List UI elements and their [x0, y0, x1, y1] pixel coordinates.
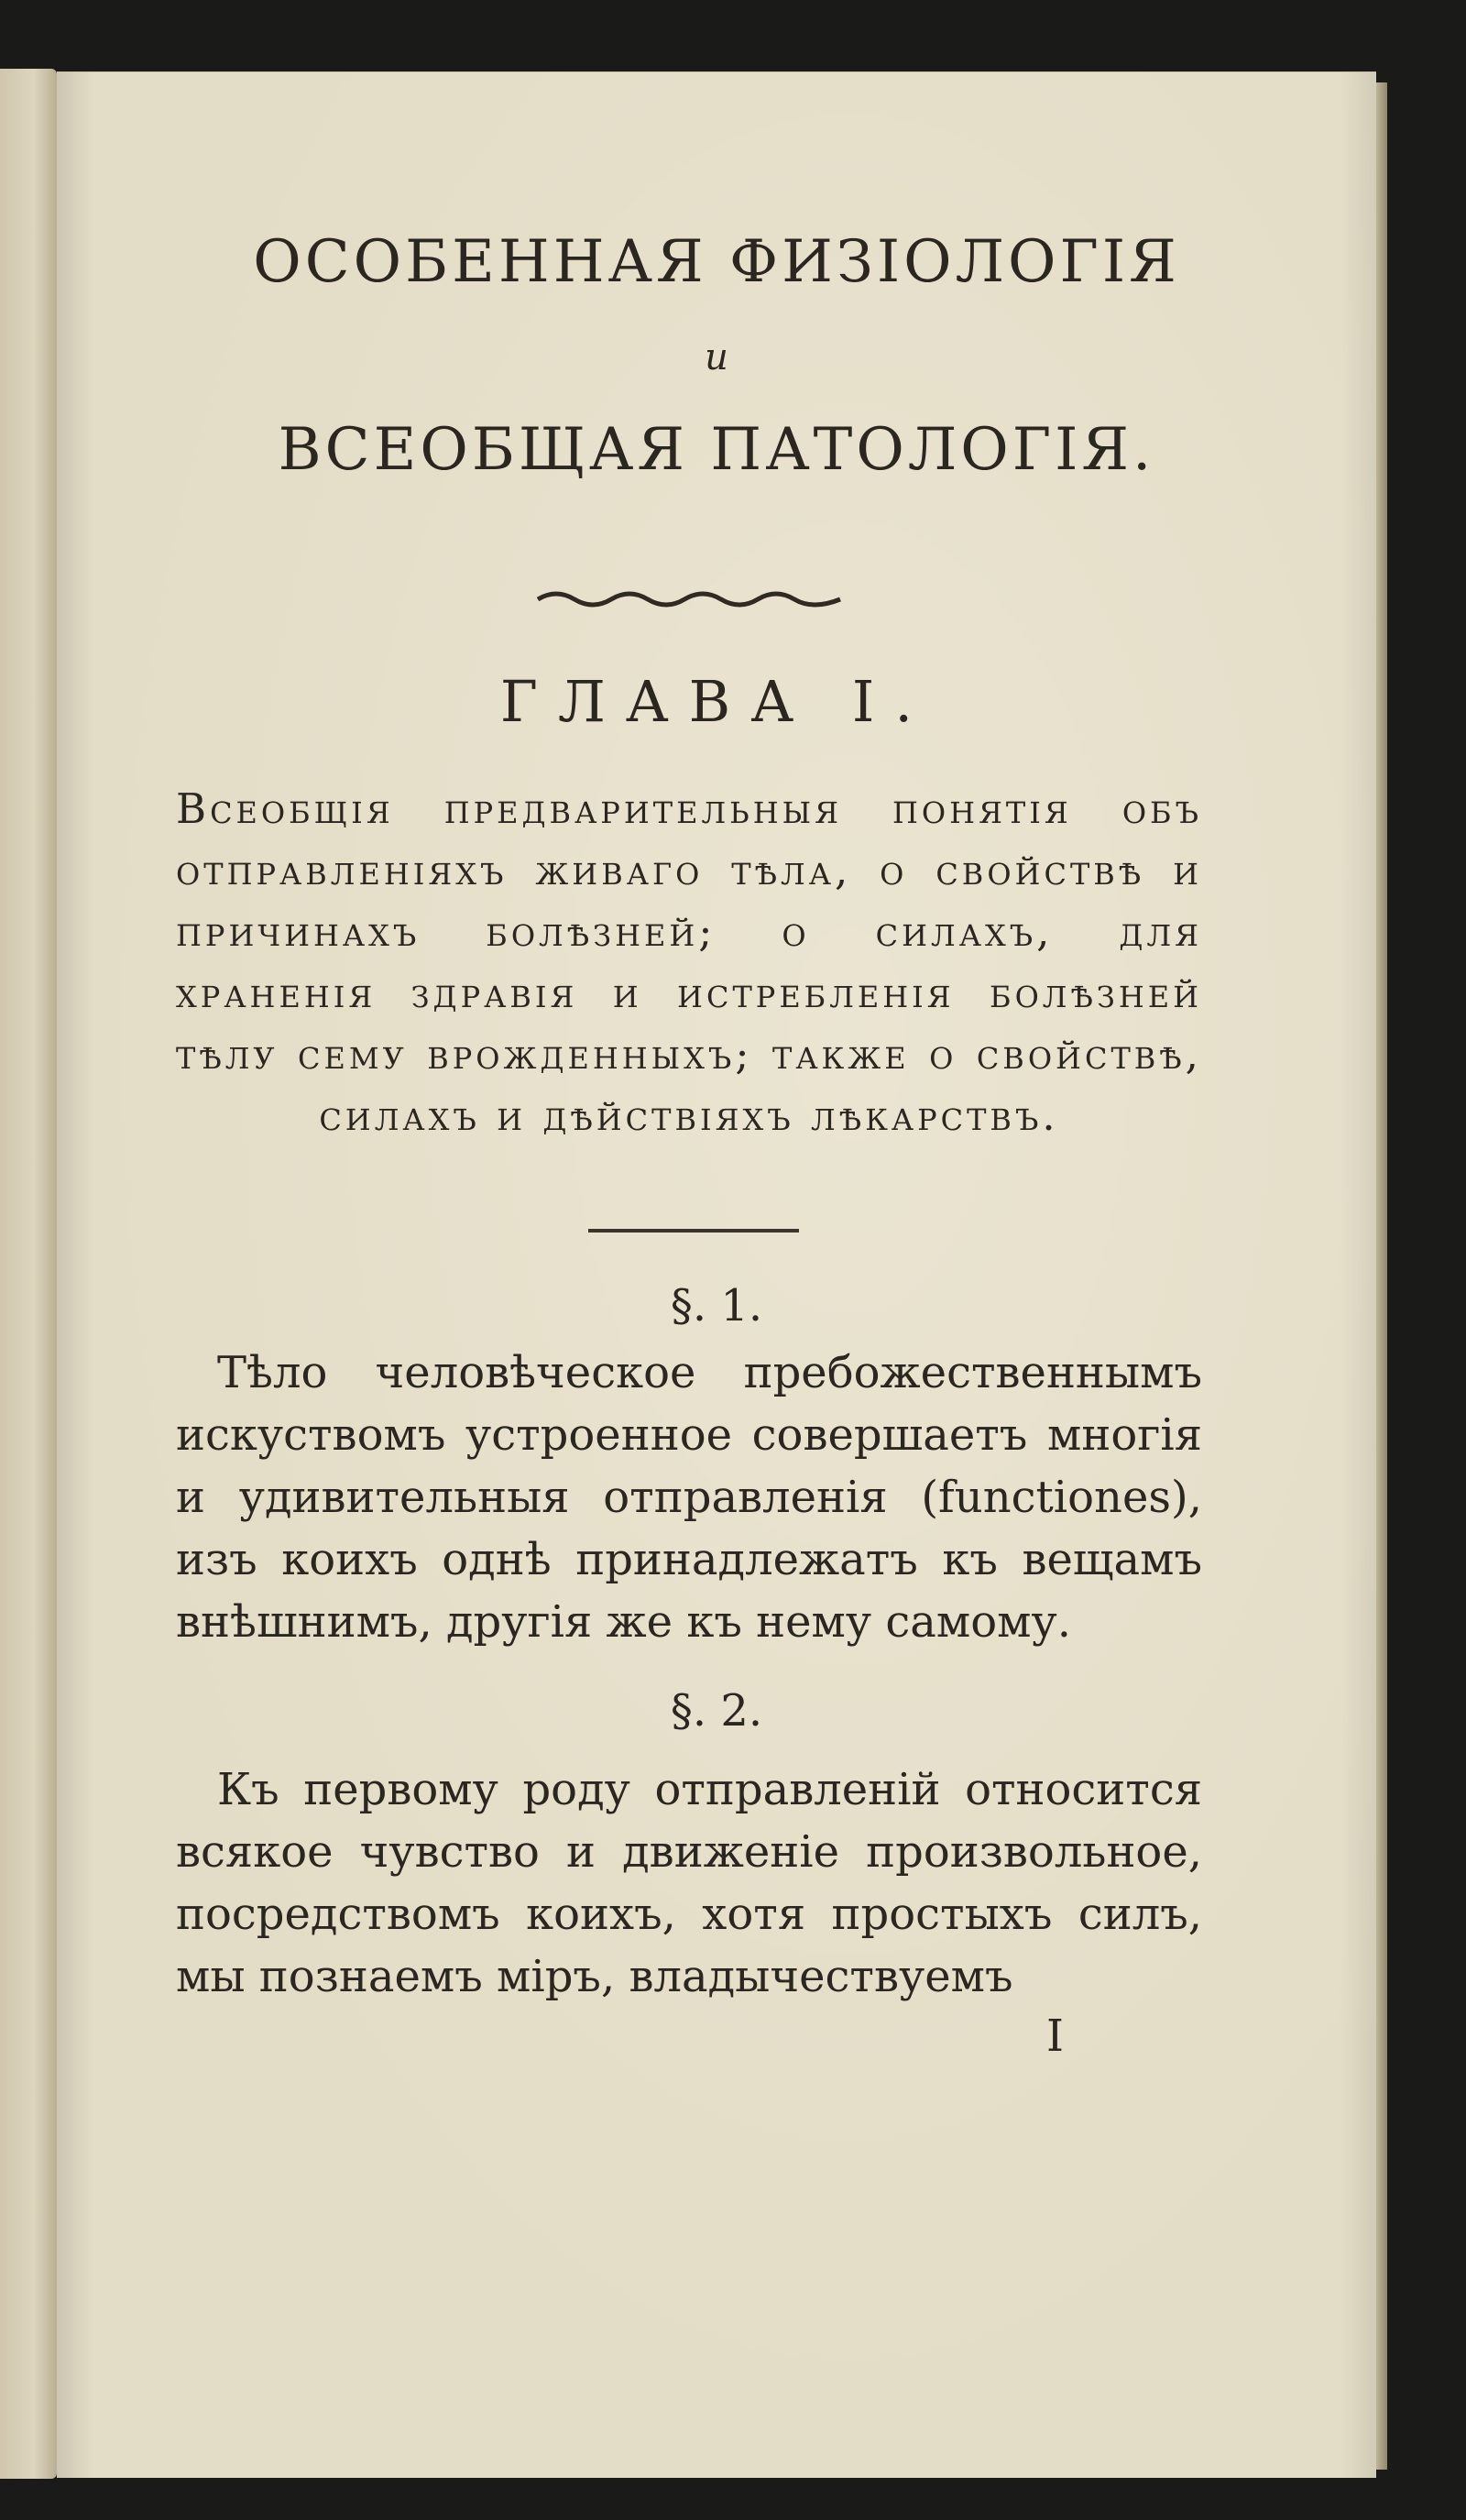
title-line-2: ВСЕОБЩАЯ ПАТОЛОГІЯ. [278, 416, 1155, 484]
adjacent-page-edge [0, 69, 57, 2479]
title-line-1: ОСОБЕННАЯ ФИЗІОЛОГІЯ [253, 228, 1180, 296]
section-1-paragraph: Тѣло человѣческое пребожественнымъ искуствомъ устроенное совершаетъ многія и удивительныя отправленія (functiones), изъ коихъ однѣ принадлежатъ къ вещамъ внѣшнимъ, другія же къ нему самому. [176, 1347, 1202, 1648]
section-1-heading: §. 1. [670, 1280, 763, 1331]
wavy-ornament [533, 586, 845, 613]
section-divider [588, 1229, 799, 1233]
chapter-summary: Всеобщія предварительныя понятія объ отправленіяхъ живаго тѣла, о свойствѣ и причинахъ болѣзней; о силахъ, для храненія здравія и истребленія болѣзней тѣлу сему врожденныхъ; также о свойствѣ, силахъ и дѣйствіяхъ лѣкарствъ. [176, 784, 1202, 1140]
section-2-heading: §. 2. [670, 1685, 763, 1737]
book-page [57, 71, 1376, 2478]
signature-mark: I [1046, 2011, 1064, 2062]
section-2-paragraph: Къ первому роду отправленій относится всякое чувство и движеніе произвольное, посредствомъ коихъ, хотя простыхъ силъ, мы познаемъ міръ, владычествуемъ [176, 1764, 1202, 2002]
chapter-heading: ГЛАВА I. [499, 668, 934, 735]
title-and: и [705, 336, 728, 378]
page-side-edge [1376, 82, 1387, 2470]
